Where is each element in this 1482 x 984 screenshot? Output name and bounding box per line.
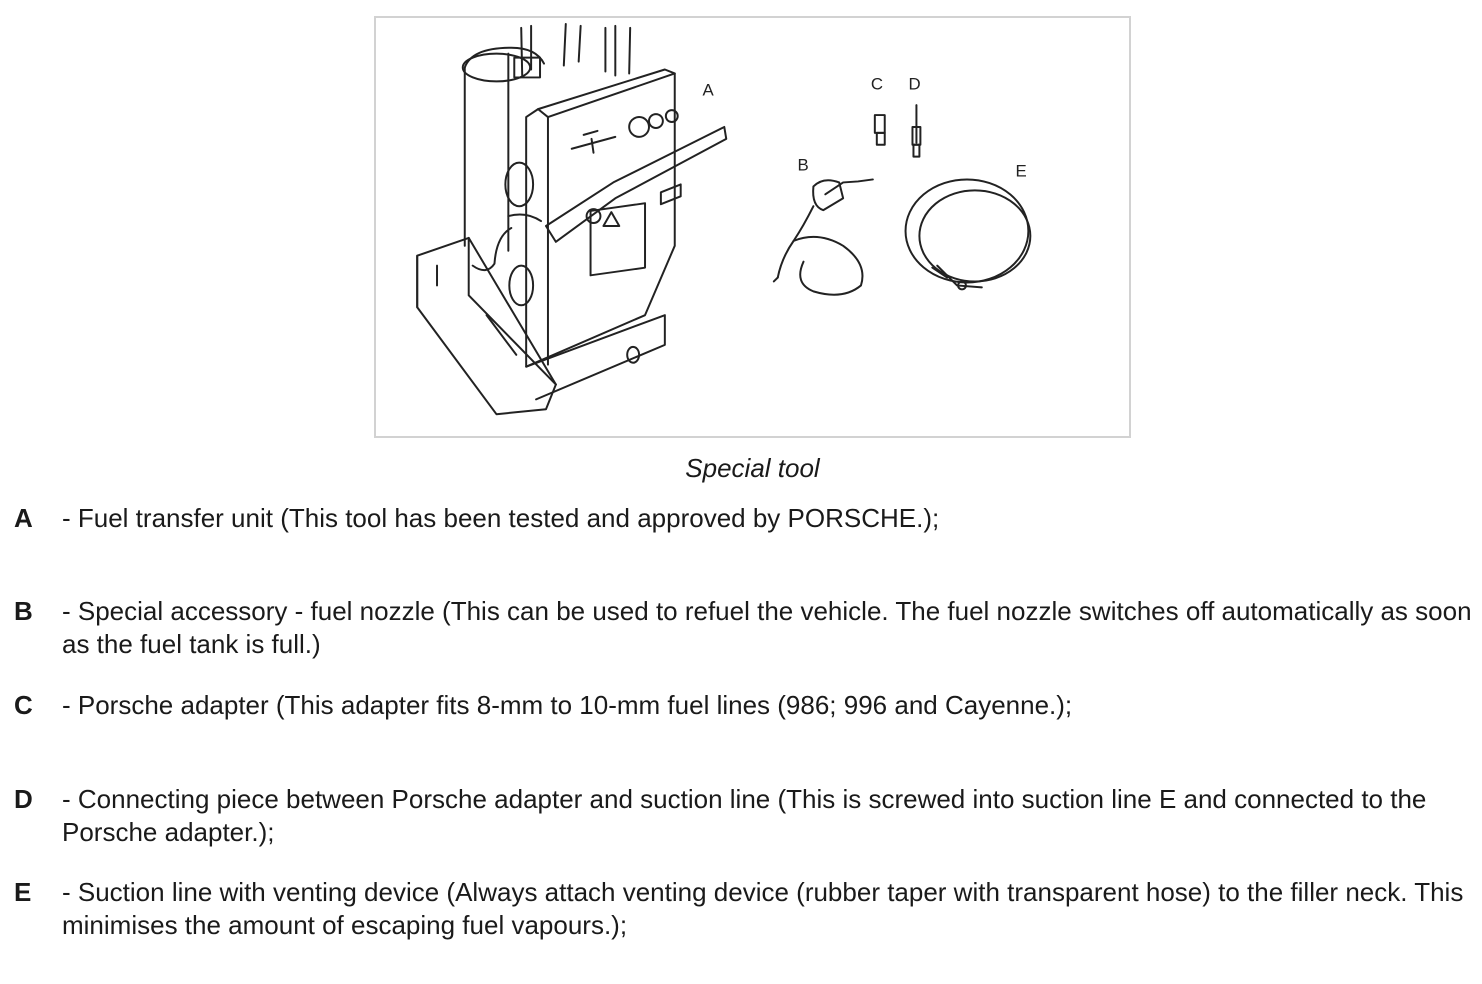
fuel-transfer-unit-drawing [417,24,726,414]
legend-letter: C [14,690,33,720]
fuel-nozzle-drawing [774,179,873,294]
figure-caption: Special tool [685,453,820,483]
figure-label-c: C [870,74,884,94]
legend-letter: E [14,877,32,907]
figure-label-d: D [908,74,921,94]
special-tool-illustration [376,18,1129,436]
figure-label-a: A [702,80,714,100]
connecting-piece-drawing [912,105,920,157]
legend-text: - Suction line with venting device (Always attach venting device (rubber taper with transparent hose) to the filler neck. This minimises the amount of escaping fuel vapours.); [62,877,1464,940]
legend-text: - Porsche adapter (This adapter fits 8-mm to 10-mm fuel lines (986; 996 and Cayenne.); [62,690,1073,720]
figure-label-e: E [1015,161,1027,181]
legend-letter: B [14,596,33,626]
legend-text: - Fuel transfer unit (This tool has been tested and approved by PORSCHE.); [62,503,940,533]
special-tool-figure [374,16,1131,438]
legend-letter: D [14,784,33,814]
suction-line-drawing [906,179,1031,289]
legend-text: - Special accessory - fuel nozzle (This can be used to refuel the vehicle. The fuel nozzle switches off automatically as soon as the fuel tank is full.) [62,596,1472,659]
figure-label-b: B [797,155,809,175]
legend-letter: A [14,503,33,533]
porsche-adapter-drawing [875,115,885,145]
legend-text: - Connecting piece between Porsche adapter and suction line (This is screwed into suction line E and connected to the Porsche adapter.); [62,784,1427,847]
